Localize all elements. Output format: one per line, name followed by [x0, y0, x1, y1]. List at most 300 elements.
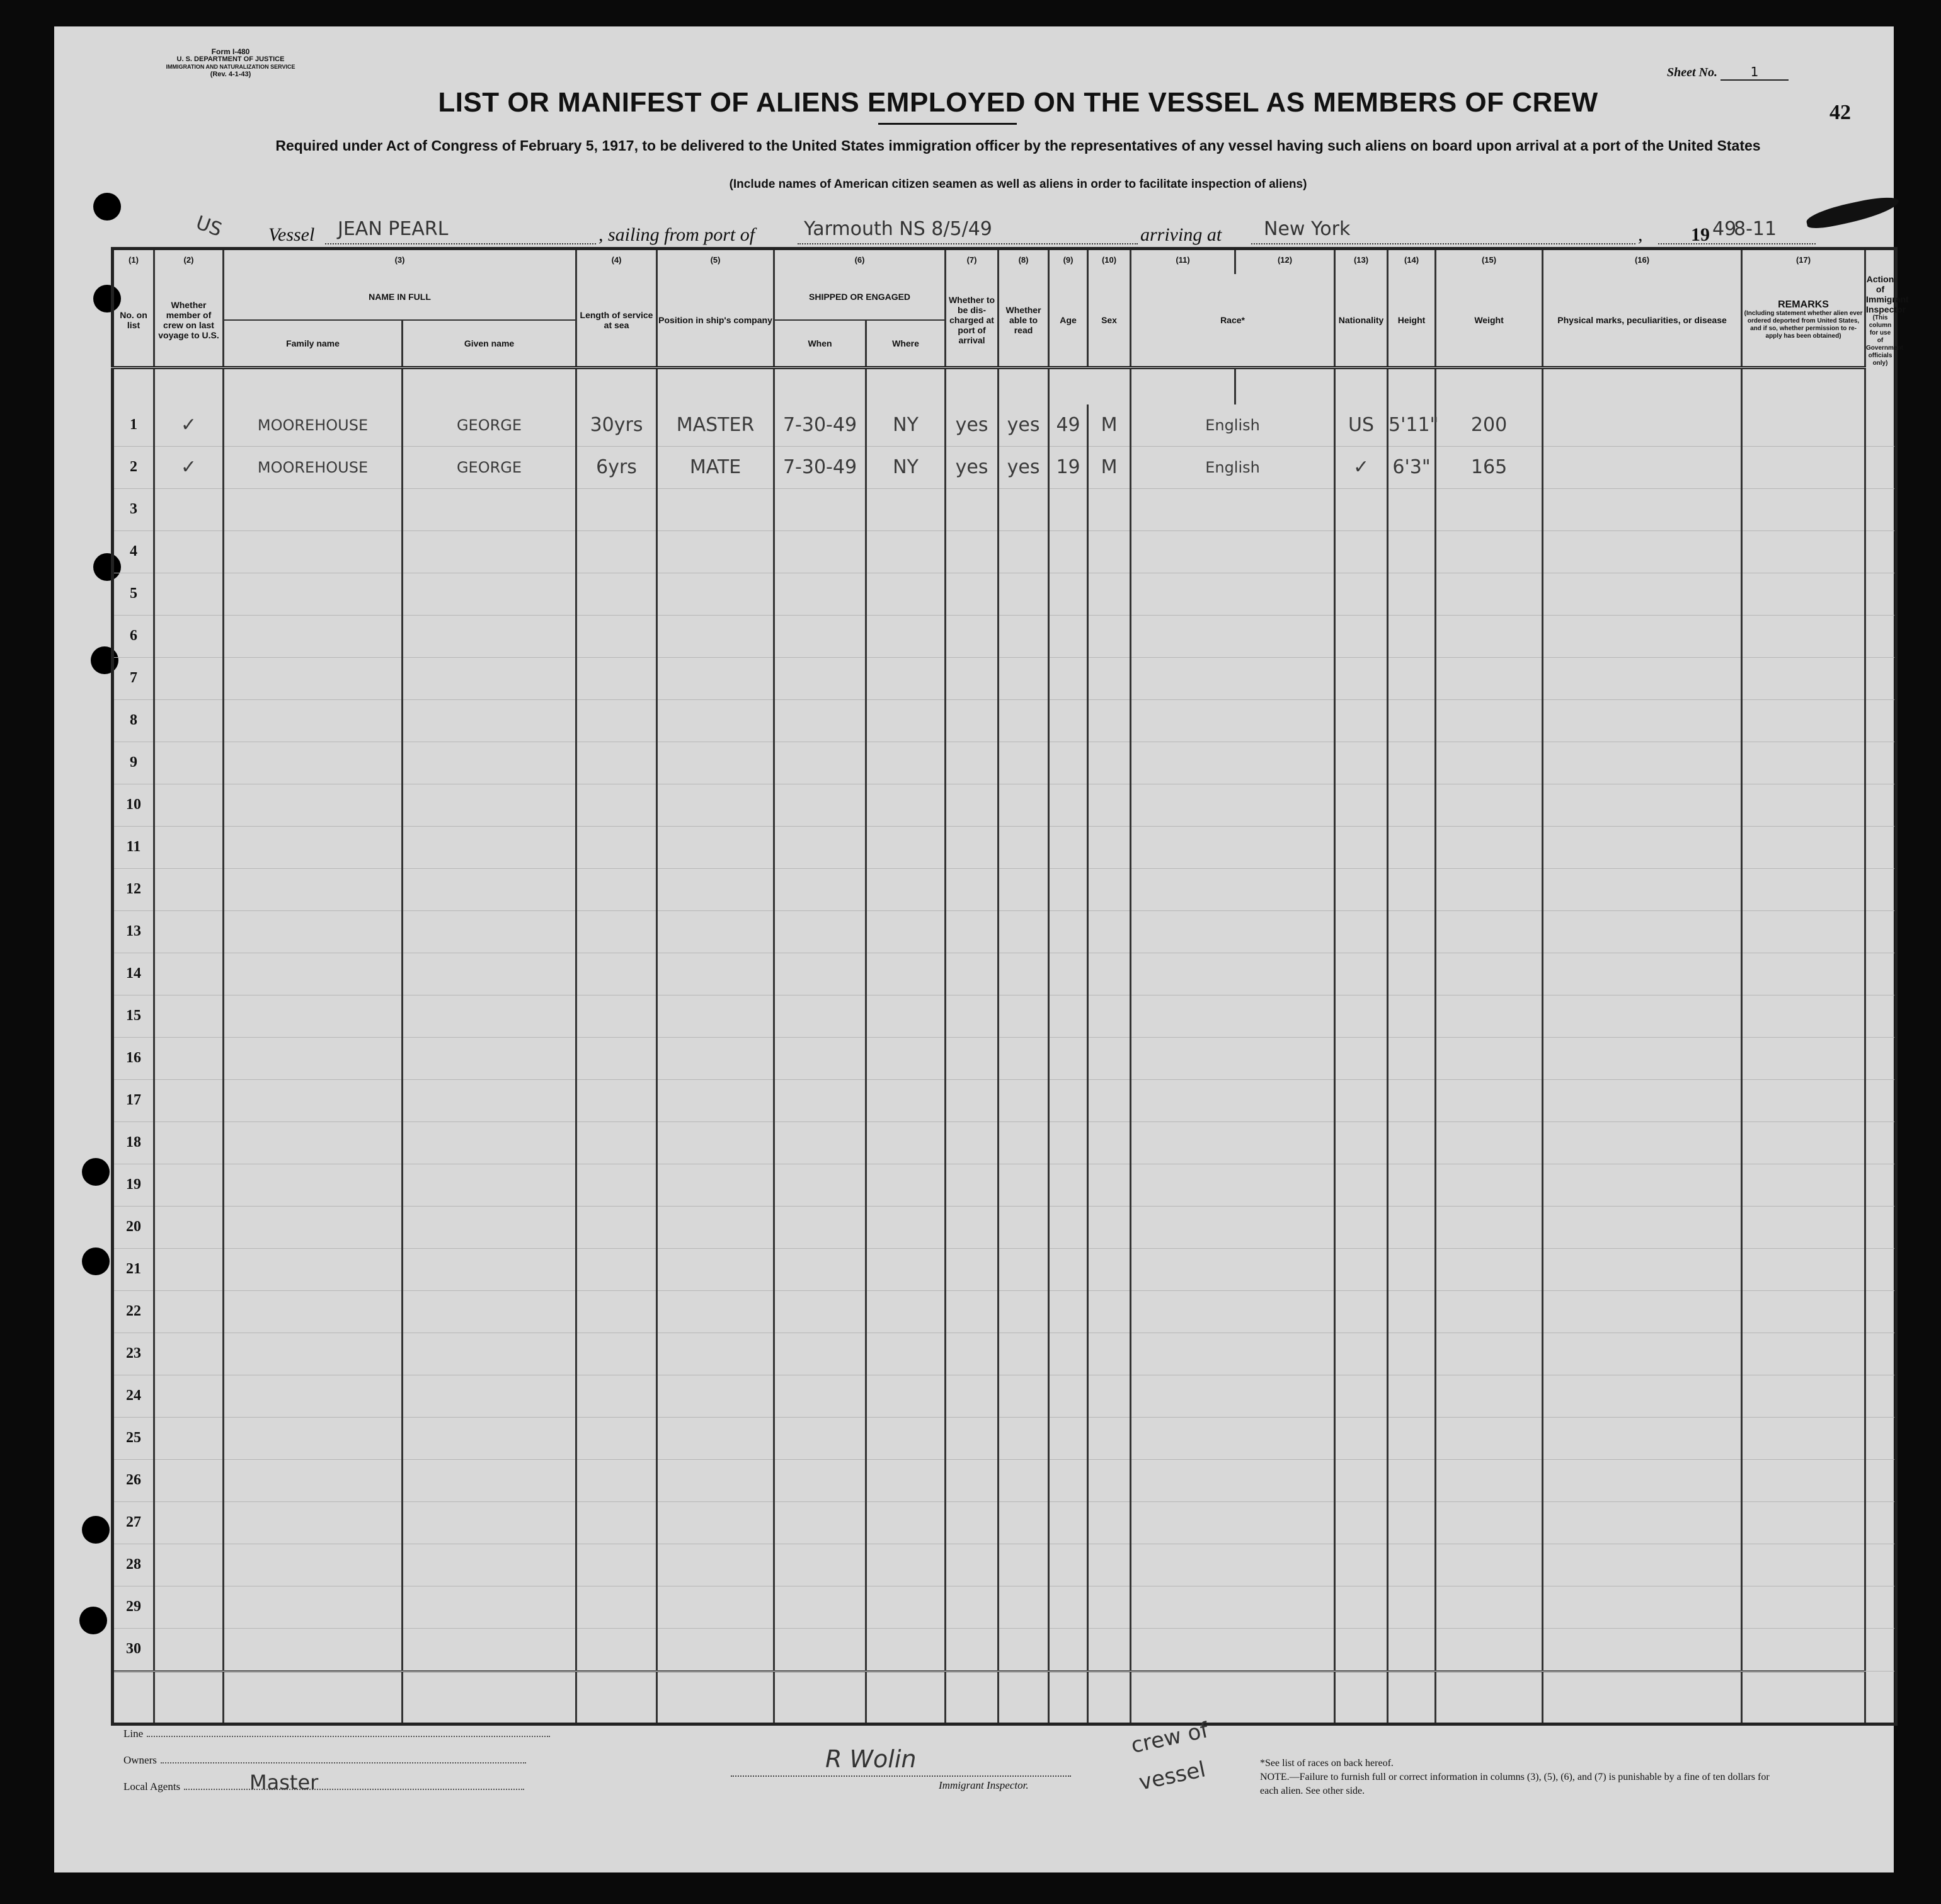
- cell-height: [1388, 953, 1436, 995]
- row-number: 12: [113, 868, 154, 910]
- cell-physical-marks: [1543, 995, 1742, 1037]
- cell-sex: [1088, 657, 1131, 699]
- cell-physical-marks: [1543, 1079, 1742, 1121]
- cell-height: [1388, 1459, 1436, 1501]
- cell-when: 7-30-49: [774, 446, 866, 488]
- cell-physical-marks: [1543, 573, 1742, 615]
- cell-race: [1131, 953, 1335, 995]
- punch-hole: [82, 1247, 110, 1275]
- row-number: 19: [113, 1164, 154, 1206]
- local-agents-value: Master: [249, 1770, 319, 1794]
- cell-height: [1388, 488, 1436, 530]
- col-num-3: (3): [224, 249, 576, 275]
- table-row: [113, 1375, 1896, 1417]
- cell-length: [576, 995, 657, 1037]
- cell-family-name: [224, 1290, 403, 1333]
- cell-weight: [1436, 1248, 1543, 1290]
- cell-member: [154, 1375, 224, 1417]
- cell-race: [1131, 1375, 1335, 1417]
- cell-height: [1388, 1079, 1436, 1121]
- cell-action: [1865, 404, 1896, 447]
- cell-length: [576, 784, 657, 826]
- row-number: 1: [113, 404, 154, 447]
- row-number: 21: [113, 1248, 154, 1290]
- owners-label: Owners: [123, 1754, 157, 1766]
- cell-given-name: [403, 1121, 576, 1164]
- col-num-12: (12): [1235, 249, 1335, 275]
- cell-physical-marks: [1543, 1333, 1742, 1375]
- cell-discharged: [946, 1121, 999, 1164]
- cell-action: [1865, 1586, 1896, 1628]
- cell-height: 6'3": [1388, 446, 1436, 488]
- cell-remarks: [1742, 1164, 1865, 1206]
- cell-discharged: [946, 1375, 999, 1417]
- cell-weight: [1436, 1121, 1543, 1164]
- cell-family-name: [224, 1459, 403, 1501]
- cell-length: [576, 1544, 657, 1586]
- cell-when: [774, 1375, 866, 1417]
- row-number: 5: [113, 573, 154, 615]
- cell-when: [774, 1248, 866, 1290]
- cell-weight: [1436, 784, 1543, 826]
- cell-member: [154, 995, 224, 1037]
- cell-weight: [1436, 1459, 1543, 1501]
- cell-race: [1131, 488, 1335, 530]
- cell-when: [774, 910, 866, 953]
- cell-age: [1049, 530, 1088, 573]
- cell-length: [576, 1121, 657, 1164]
- cell-length: [576, 488, 657, 530]
- cell-given-name: [403, 530, 576, 573]
- cell-remarks: [1742, 657, 1865, 699]
- row-number: 18: [113, 1121, 154, 1164]
- header-where: Where: [866, 320, 946, 368]
- arriving-field: [1251, 215, 1635, 244]
- cell-where: [866, 826, 946, 868]
- cell-sex: M: [1088, 446, 1131, 488]
- cell-given-name: [403, 953, 576, 995]
- cell-read: [999, 488, 1049, 530]
- cell-race: [1131, 1544, 1335, 1586]
- row-number: 9: [113, 742, 154, 784]
- cell-given-name: [403, 995, 576, 1037]
- cell-family-name: [224, 1248, 403, 1290]
- bottom-strip-cell: [946, 1671, 999, 1724]
- cell-age: 19: [1049, 446, 1088, 488]
- cell-nationality: [1335, 1290, 1388, 1333]
- cell-sex: [1088, 1037, 1131, 1079]
- col-num-10: (10): [1088, 249, 1131, 275]
- cell-sex: [1088, 699, 1131, 742]
- cell-member: [154, 1459, 224, 1501]
- cell-race: [1131, 1121, 1335, 1164]
- cell-family-name: [224, 1544, 403, 1586]
- cell-age: [1049, 1628, 1088, 1671]
- title-underline: [878, 123, 1017, 125]
- cell-action: [1865, 657, 1896, 699]
- cell-given-name: [403, 615, 576, 657]
- footer-owners-field: [123, 1754, 526, 1767]
- cell-length: [576, 1501, 657, 1544]
- cell-physical-marks: [1543, 1121, 1742, 1164]
- header-spacer-row: [113, 367, 1896, 404]
- cell-sex: [1088, 826, 1131, 868]
- cell-where: NY: [866, 404, 946, 447]
- cell-nationality: [1335, 1121, 1388, 1164]
- cell-age: [1049, 1290, 1088, 1333]
- cell-when: [774, 953, 866, 995]
- cell-sex: [1088, 868, 1131, 910]
- cell-nationality: [1335, 910, 1388, 953]
- remarks-title: REMARKS: [1778, 299, 1829, 310]
- cell-where: [866, 1544, 946, 1586]
- cell-race: [1131, 615, 1335, 657]
- cell-given-name: [403, 1501, 576, 1544]
- cell-height: [1388, 1375, 1436, 1417]
- cell-read: [999, 1459, 1049, 1501]
- cell-discharged: [946, 488, 999, 530]
- cell-when: [774, 1501, 866, 1544]
- cell-length: 30yrs: [576, 404, 657, 447]
- cell-family-name: [224, 488, 403, 530]
- cell-when: [774, 1459, 866, 1501]
- cell-position: [657, 530, 774, 573]
- cell-sex: [1088, 1164, 1131, 1206]
- cell-height: [1388, 1417, 1436, 1459]
- bottom-strip-cell: [154, 1671, 224, 1724]
- cell-remarks: [1742, 1501, 1865, 1544]
- cell-where: [866, 995, 946, 1037]
- cell-length: [576, 1417, 657, 1459]
- cell-physical-marks: [1543, 1586, 1742, 1628]
- header-position: Position in ship's company: [657, 274, 774, 367]
- cell-nationality: [1335, 1586, 1388, 1628]
- cell-read: [999, 699, 1049, 742]
- cell-member: [154, 1290, 224, 1333]
- action-note: (This column for use of Government officials only): [1866, 314, 1903, 367]
- cell-where: NY: [866, 446, 946, 488]
- cell-member: [154, 1248, 224, 1290]
- header-whether-member: Whether member of crew on last voyage to U.S.: [154, 274, 224, 367]
- cell-age: [1049, 1544, 1088, 1586]
- row-number: 15: [113, 995, 154, 1037]
- cell-family-name: MOOREHOUSE: [224, 404, 403, 447]
- header-height: Height: [1388, 274, 1436, 367]
- bottom-strip-cell: [1388, 1671, 1436, 1724]
- cell-physical-marks: [1543, 1459, 1742, 1501]
- cell-read: [999, 1037, 1049, 1079]
- cell-position: [657, 1501, 774, 1544]
- cell-position: [657, 615, 774, 657]
- bottom-strip-cell: [866, 1671, 946, 1724]
- cell-family-name: MOOREHOUSE: [224, 446, 403, 488]
- cell-weight: [1436, 615, 1543, 657]
- row-number: 16: [113, 1037, 154, 1079]
- cell-read: [999, 1544, 1049, 1586]
- header-discharged: Whether to be dis-charged at port of arrival: [946, 274, 999, 367]
- cell-age: [1049, 910, 1088, 953]
- include-statement: (Include names of American citizen seamen as well as aliens in order to facilitate inspection of aliens): [729, 178, 1307, 191]
- cell-discharged: [946, 784, 999, 826]
- cell-age: [1049, 1459, 1088, 1501]
- table-row: [113, 1037, 1896, 1079]
- cell-height: [1388, 1206, 1436, 1248]
- footer-fields: [123, 1724, 564, 1812]
- cell-given-name: GEORGE: [403, 446, 576, 488]
- cell-race: [1131, 1290, 1335, 1333]
- cell-height: [1388, 1248, 1436, 1290]
- bottom-strip-cell: [576, 1671, 657, 1724]
- cell-length: [576, 699, 657, 742]
- table-row: [113, 1164, 1896, 1206]
- row-number: 23: [113, 1333, 154, 1375]
- cell-family-name: [224, 615, 403, 657]
- header-remarks: [1742, 274, 1865, 367]
- cell-remarks: [1742, 530, 1865, 573]
- table-row: [113, 530, 1896, 573]
- punch-hole: [82, 1158, 110, 1186]
- cell-when: [774, 1037, 866, 1079]
- cell-where: [866, 1164, 946, 1206]
- cell-given-name: [403, 1206, 576, 1248]
- cell-when: [774, 784, 866, 826]
- cell-length: [576, 826, 657, 868]
- cell-position: [657, 1586, 774, 1628]
- header-when: When: [774, 320, 866, 368]
- cell-age: [1049, 1164, 1088, 1206]
- cell-weight: 165: [1436, 446, 1543, 488]
- cell-position: [657, 1628, 774, 1671]
- cell-length: [576, 1079, 657, 1121]
- cell-action: [1865, 699, 1896, 742]
- cell-age: [1049, 1501, 1088, 1544]
- cell-position: [657, 868, 774, 910]
- cell-length: [576, 657, 657, 699]
- cell-nationality: [1335, 699, 1388, 742]
- cell-when: [774, 699, 866, 742]
- date-value: 8-11: [1734, 218, 1777, 240]
- service: IMMIGRATION AND NATURALIZATION SERVICE: [166, 64, 295, 70]
- col-num-15: (15): [1436, 249, 1543, 275]
- table-row: [113, 657, 1896, 699]
- table-row: [113, 1417, 1896, 1459]
- cell-nationality: [1335, 1501, 1388, 1544]
- cell-family-name: [224, 868, 403, 910]
- cell-action: [1865, 488, 1896, 530]
- cell-length: [576, 1459, 657, 1501]
- cell-remarks: [1742, 1121, 1865, 1164]
- table-row: [113, 699, 1896, 742]
- cell-given-name: [403, 1290, 576, 1333]
- cell-position: [657, 953, 774, 995]
- cell-family-name: [224, 1375, 403, 1417]
- cell-remarks: [1742, 1459, 1865, 1501]
- cell-action: [1865, 1544, 1896, 1586]
- cell-weight: 200: [1436, 404, 1543, 447]
- cell-where: [866, 488, 946, 530]
- cell-family-name: [224, 573, 403, 615]
- cell-member: [154, 530, 224, 573]
- cell-length: [576, 1290, 657, 1333]
- header-family-name: Family name: [224, 320, 403, 368]
- cell-physical-marks: [1543, 1417, 1742, 1459]
- cell-read: [999, 573, 1049, 615]
- cell-action: [1865, 1206, 1896, 1248]
- cell-family-name: [224, 699, 403, 742]
- col-num-1: (1): [113, 249, 154, 275]
- cell-weight: [1436, 1037, 1543, 1079]
- cell-when: [774, 1206, 866, 1248]
- cell-where: [866, 868, 946, 910]
- cell-when: [774, 742, 866, 784]
- cell-given-name: [403, 868, 576, 910]
- cell-length: [576, 1333, 657, 1375]
- cell-where: [866, 1586, 946, 1628]
- cell-physical-marks: [1543, 446, 1742, 488]
- cell-discharged: [946, 868, 999, 910]
- cell-action: [1865, 868, 1896, 910]
- cell-action: [1865, 1459, 1896, 1501]
- row-number: 13: [113, 910, 154, 953]
- cell-family-name: [224, 1501, 403, 1544]
- cell-action: [1865, 1501, 1896, 1544]
- cell-weight: [1436, 868, 1543, 910]
- cell-race: [1131, 1459, 1335, 1501]
- table-row: [113, 1290, 1896, 1333]
- cell-length: [576, 953, 657, 995]
- cell-member: [154, 1501, 224, 1544]
- cell-family-name: [224, 784, 403, 826]
- cell-race: [1131, 657, 1335, 699]
- cell-action: [1865, 1628, 1896, 1671]
- sailing-label: , sailing from port of: [598, 224, 755, 245]
- cell-physical-marks: [1543, 1037, 1742, 1079]
- cell-member: [154, 1417, 224, 1459]
- cell-remarks: [1742, 1333, 1865, 1375]
- cell-remarks: [1742, 1248, 1865, 1290]
- cell-height: [1388, 530, 1436, 573]
- cell-where: [866, 1628, 946, 1671]
- col-num-7: (7): [946, 249, 999, 275]
- cell-height: [1388, 995, 1436, 1037]
- form-id-block: [130, 48, 331, 78]
- cell-read: [999, 657, 1049, 699]
- cell-nationality: [1335, 488, 1388, 530]
- cell-sex: [1088, 1417, 1131, 1459]
- col-num-6: (6): [774, 249, 946, 275]
- cell-height: [1388, 1333, 1436, 1375]
- cell-height: [1388, 657, 1436, 699]
- cell-when: [774, 1544, 866, 1586]
- table-row: [113, 1248, 1896, 1290]
- cell-given-name: [403, 1375, 576, 1417]
- cell-nationality: ✓: [1335, 446, 1388, 488]
- cell-length: [576, 573, 657, 615]
- cell-when: [774, 573, 866, 615]
- table-row: [113, 1333, 1896, 1375]
- row-number: 28: [113, 1544, 154, 1586]
- cell-family-name: [224, 1417, 403, 1459]
- cell-family-name: [224, 1628, 403, 1671]
- cell-position: [657, 1206, 774, 1248]
- fine-note: [1260, 1770, 1777, 1798]
- cell-read: [999, 868, 1049, 910]
- cell-discharged: [946, 1459, 999, 1501]
- cell-where: [866, 1375, 946, 1417]
- bottom-strip-cell: [774, 1671, 866, 1724]
- cell-read: [999, 953, 1049, 995]
- cell-given-name: [403, 784, 576, 826]
- cell-remarks: [1742, 488, 1865, 530]
- cell-member: [154, 868, 224, 910]
- table-row: [113, 1544, 1896, 1586]
- cell-member: [154, 953, 224, 995]
- col-num-16: (16): [1543, 249, 1742, 275]
- cell-physical-marks: [1543, 404, 1742, 447]
- cell-read: [999, 1121, 1049, 1164]
- cell-member: [154, 1121, 224, 1164]
- cell-action: [1865, 573, 1896, 615]
- cell-given-name: [403, 1628, 576, 1671]
- cell-nationality: [1335, 742, 1388, 784]
- cell-physical-marks: [1543, 1628, 1742, 1671]
- cell-race: English: [1131, 446, 1335, 488]
- cell-sex: [1088, 1544, 1131, 1586]
- cell-discharged: [946, 1586, 999, 1628]
- table-row: [113, 446, 1896, 488]
- cell-height: [1388, 1121, 1436, 1164]
- cell-age: [1049, 1037, 1088, 1079]
- table-bottom-strip: [113, 1671, 1896, 1724]
- cell-read: yes: [999, 446, 1049, 488]
- cell-when: [774, 615, 866, 657]
- cell-action: [1865, 953, 1896, 995]
- cell-height: [1388, 1290, 1436, 1333]
- cell-age: [1049, 742, 1088, 784]
- cell-discharged: yes: [946, 446, 999, 488]
- cell-remarks: [1742, 742, 1865, 784]
- row-number: 22: [113, 1290, 154, 1333]
- cell-sex: [1088, 1586, 1131, 1628]
- cell-weight: [1436, 953, 1543, 995]
- row-number: 7: [113, 657, 154, 699]
- cell-member: [154, 1628, 224, 1671]
- cell-member: [154, 784, 224, 826]
- cell-sex: [1088, 784, 1131, 826]
- cell-physical-marks: [1543, 784, 1742, 826]
- cell-sex: [1088, 573, 1131, 615]
- required-statement: Required under Act of Congress of February 5, 1917, to be delivered to the United States immigration officer by the representatives of any vessel having such aliens on board upon arrival at a port of the United States: [275, 137, 1761, 154]
- header-given-name: Given name: [403, 320, 576, 368]
- row-number: 3: [113, 488, 154, 530]
- cell-position: [657, 1375, 774, 1417]
- cell-read: [999, 1586, 1049, 1628]
- cell-position: [657, 1417, 774, 1459]
- cell-read: [999, 1501, 1049, 1544]
- cell-discharged: [946, 530, 999, 573]
- cell-length: [576, 1248, 657, 1290]
- cell-action: [1865, 446, 1896, 488]
- cell-race: [1131, 1628, 1335, 1671]
- cell-remarks: [1742, 1628, 1865, 1671]
- bottom-strip-cell: [224, 1671, 403, 1724]
- cell-weight: [1436, 1417, 1543, 1459]
- cell-length: [576, 1164, 657, 1206]
- cell-read: [999, 1164, 1049, 1206]
- note-label: NOTE.: [1260, 1772, 1290, 1782]
- cell-age: [1049, 1333, 1088, 1375]
- punch-hole: [93, 193, 121, 221]
